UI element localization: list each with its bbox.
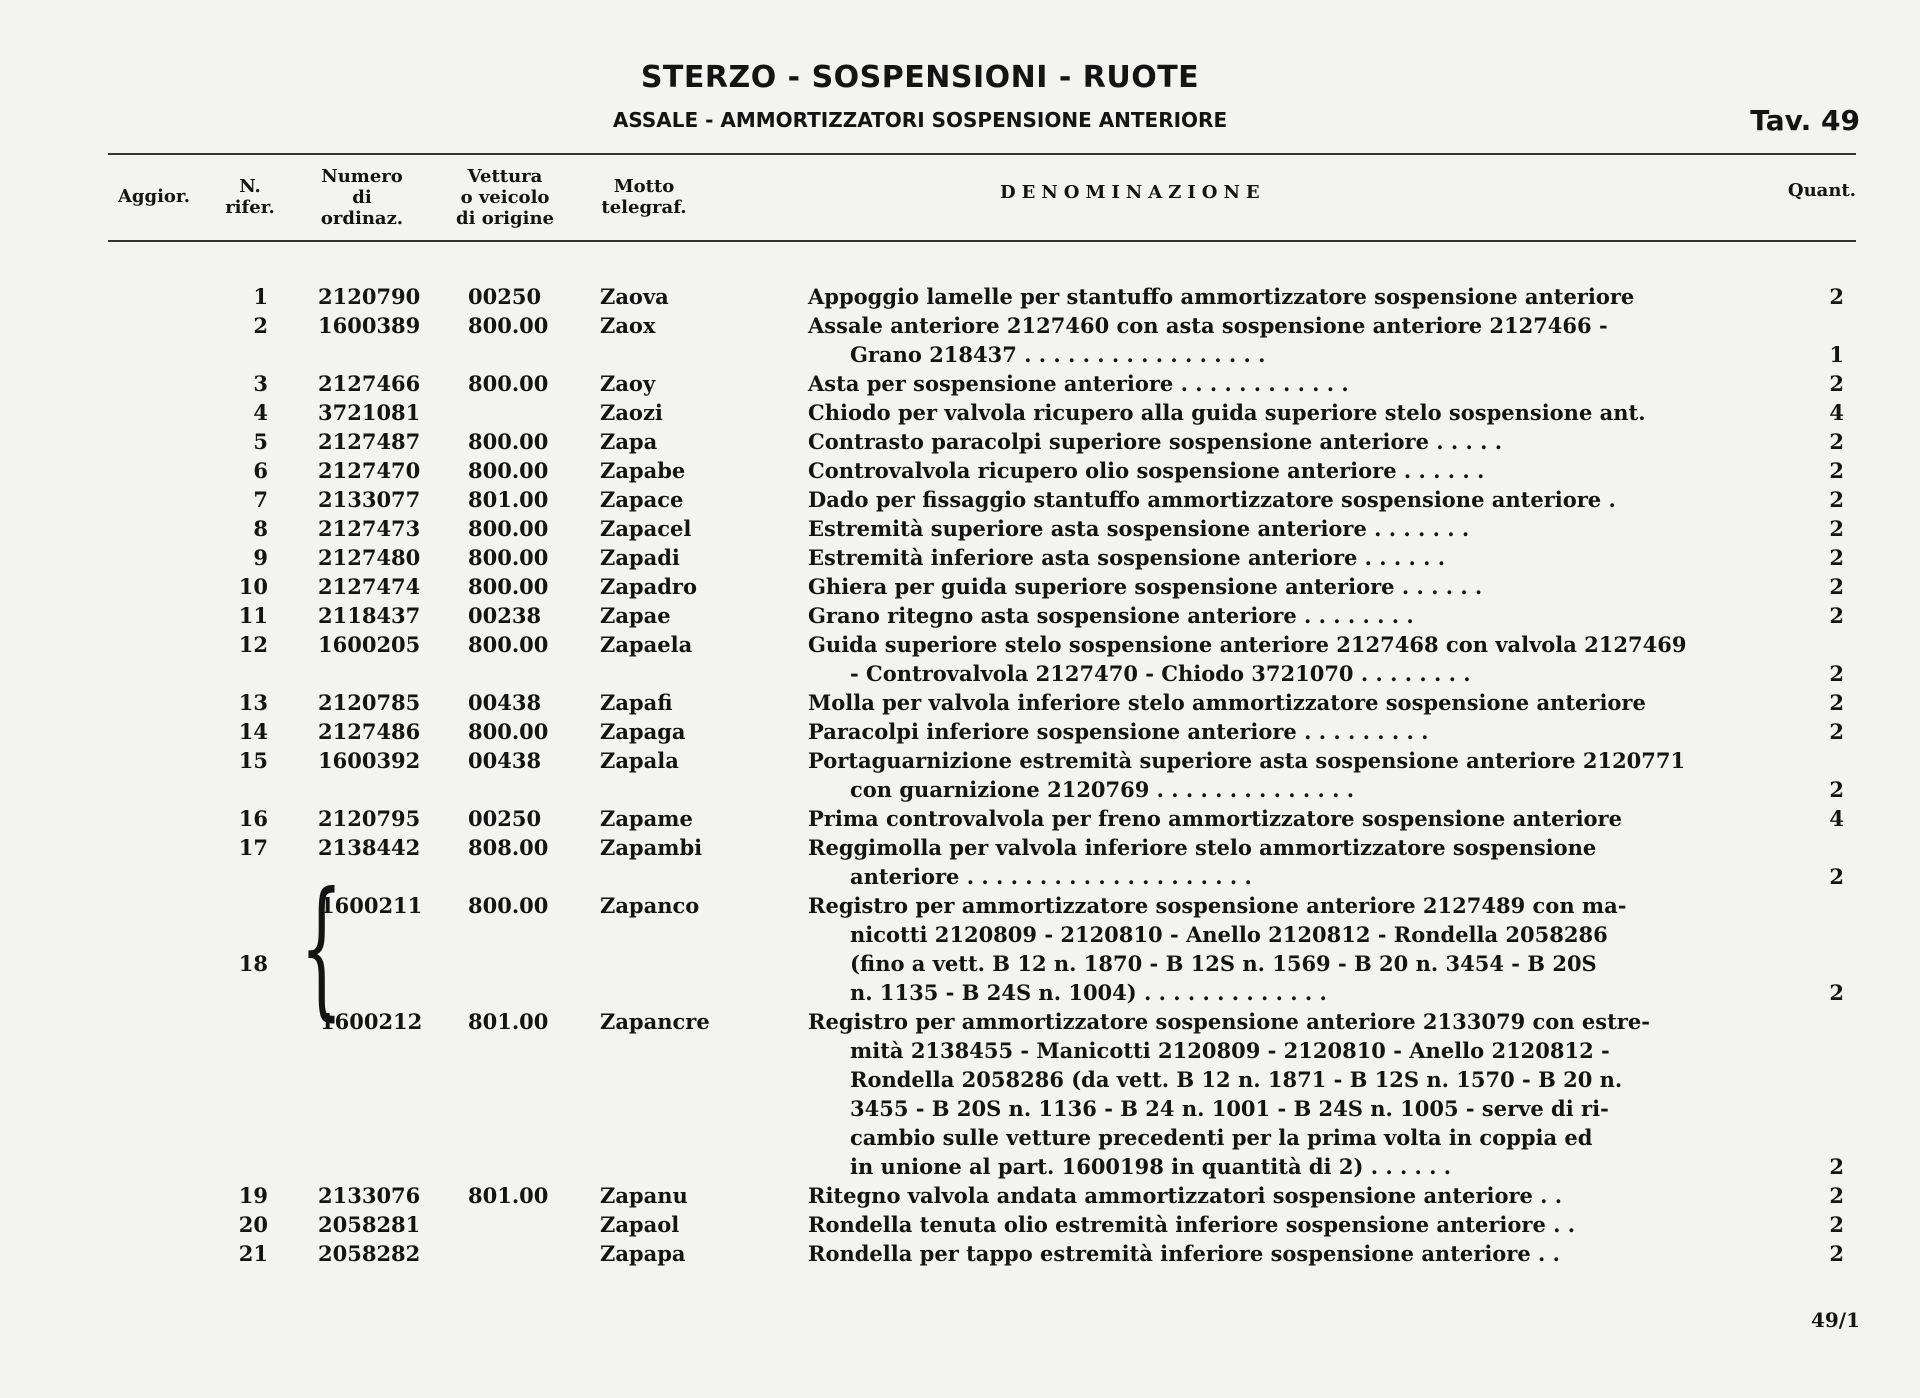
vehicle-origin: 00250 (468, 806, 542, 831)
description: Estremità superiore asta sospensione anteriore . . . . . . . (808, 516, 1470, 541)
telegraph-code: Zapadro (600, 574, 697, 599)
vehicle-origin: 800.00 (468, 429, 549, 454)
description: nicotti 2120809 - 2120810 - Anello 2120812 - Rondella 2058286 (850, 922, 1608, 947)
table-row (0, 630, 1920, 659)
ref-number: 1 (253, 284, 268, 309)
description: mità 2138455 - Manicotti 2120809 - 2120810 - Anello 2120812 - (850, 1038, 1610, 1063)
col-header-nrifer (210, 176, 290, 218)
description: Chiodo per valvola ricupero alla guida superiore stelo sospensione ant. (808, 400, 1646, 425)
table-row (0, 485, 1920, 514)
description: 3455 - B 20S n. 1136 - B 24 n. 1001 - B 24S n. 1005 - serve di ri- (850, 1096, 1609, 1121)
vehicle-origin: 00438 (468, 748, 542, 773)
table-row (0, 804, 1920, 833)
ref-number: 4 (253, 400, 268, 425)
table-row (0, 456, 1920, 485)
ref-number: 21 (238, 1241, 268, 1266)
col-header-numero (302, 166, 422, 229)
telegraph-code: Zaox (600, 313, 656, 338)
col-header-vettura (440, 166, 570, 229)
description: Ghiera per guida superiore sospensione anteriore . . . . . . (808, 574, 1483, 599)
telegraph-code: Zapadi (600, 545, 680, 570)
order-number: 2127466 (318, 371, 421, 396)
quantity: 2 (1829, 980, 1844, 1005)
description: - Controvalvola 2127470 - Chiodo 3721070 . . . . . . . . (850, 661, 1471, 686)
table-row (0, 1152, 1920, 1181)
quantity: 2 (1829, 371, 1844, 396)
ref-number: 8 (253, 516, 268, 541)
description: Contrasto paracolpi superiore sospensione anteriore . . . . . (808, 429, 1503, 454)
table-row (0, 340, 1920, 369)
description: (fino a vett. B 12 n. 1870 - B 12S n. 1569 - B 20 n. 3454 - B 20S (850, 951, 1597, 976)
col-header-numero-line3: ordinaz. (320, 208, 404, 229)
description: Registro per ammortizzatore sospensione anteriore 2127489 con ma- (808, 893, 1627, 918)
description: in unione al part. 1600198 in quantità di 2) . . . . . . (850, 1154, 1452, 1179)
description: Prima controvalvola per freno ammortizzatore sospensione anteriore (808, 806, 1622, 831)
quantity: 2 (1829, 777, 1844, 802)
table-row (0, 717, 1920, 746)
ref-number: 3 (253, 371, 268, 396)
telegraph-code: Zaoy (600, 371, 656, 396)
quantity: 2 (1829, 545, 1844, 570)
description: Registro per ammortizzatore sospensione anteriore 2133079 con estre- (808, 1009, 1650, 1034)
header-rule-bottom (108, 240, 1856, 242)
telegraph-code: Zapanco (600, 893, 700, 918)
col-header-numero-line1: Numero (321, 166, 403, 187)
table-row (0, 688, 1920, 717)
telegraph-code: Zaova (600, 284, 669, 309)
description: Molla per valvola inferiore stelo ammortizzatore sospensione anteriore (808, 690, 1646, 715)
col-header-aggior-label: Aggior. (117, 186, 191, 207)
quantity: 2 (1829, 690, 1844, 715)
ref-number: 18 (238, 951, 268, 976)
vehicle-origin: 800.00 (468, 632, 549, 657)
table-row (0, 1065, 1920, 1094)
quantity: 4 (1829, 400, 1844, 425)
vehicle-origin: 800.00 (468, 516, 549, 541)
quantity: 2 (1829, 864, 1844, 889)
ref-number: 11 (238, 603, 268, 628)
telegraph-code: Zapapa (600, 1241, 686, 1266)
description: Guida superiore stelo sospensione anteriore 2127468 con valvola 2127469 (808, 632, 1687, 657)
telegraph-code: Zapala (600, 748, 679, 773)
order-number: 2127470 (318, 458, 421, 483)
table-row (0, 369, 1920, 398)
ref-number: 20 (238, 1212, 268, 1237)
telegraph-code: Zapanu (600, 1183, 688, 1208)
order-number: 2120795 (318, 806, 421, 831)
description: Asta per sospensione anteriore . . . . . . . . . . . . (808, 371, 1349, 396)
quantity: 4 (1829, 806, 1844, 831)
table-row (0, 920, 1920, 949)
page-subtitle: ASSALE - AMMORTIZZATORI SOSPENSIONE ANTERIORE (612, 108, 1228, 132)
table-row (0, 862, 1920, 891)
description: Appoggio lamelle per stantuffo ammortizzatore sospensione anteriore (808, 284, 1635, 309)
telegraph-code: Zapabe (600, 458, 686, 483)
quantity: 2 (1829, 1212, 1844, 1237)
col-header-numero-line2: di (352, 187, 372, 208)
quantity: 2 (1829, 574, 1844, 599)
vehicle-origin: 801.00 (468, 1009, 549, 1034)
description: cambio sulle vetture precedenti per la prima volta in coppia ed (850, 1125, 1593, 1150)
telegraph-code: Zapae (600, 603, 671, 628)
order-number: 1600211 (320, 893, 423, 918)
quantity: 2 (1829, 1241, 1844, 1266)
quantity: 2 (1829, 458, 1844, 483)
vehicle-origin: 800.00 (468, 313, 549, 338)
description: con guarnizione 2120769 . . . . . . . . . . . . . . (850, 777, 1355, 802)
description: Reggimolla per valvola inferiore stelo ammortizzatore sospensione (808, 835, 1597, 860)
telegraph-code: Zapame (600, 806, 693, 831)
table-row (0, 543, 1920, 572)
table-row (0, 1239, 1920, 1268)
order-number: 1600212 (320, 1009, 423, 1034)
page-number: 49/1 (1810, 1308, 1860, 1332)
table-row (0, 949, 1920, 978)
vehicle-origin: 808.00 (468, 835, 549, 860)
description: Assale anteriore 2127460 con asta sospensione anteriore 2127466 - (808, 313, 1608, 338)
description: Dado per fissaggio stantuffo ammortizzatore sospensione anteriore . (808, 487, 1616, 512)
vehicle-origin: 800.00 (468, 893, 549, 918)
ref-number: 2 (253, 313, 268, 338)
table-row (0, 1094, 1920, 1123)
telegraph-code: Zapaela (600, 632, 693, 657)
order-number: 2127474 (318, 574, 421, 599)
vehicle-origin: 00250 (468, 284, 542, 309)
col-header-vettura-line3: di origine (456, 208, 554, 229)
description: Controvalvola ricupero olio sospensione anteriore . . . . . . (808, 458, 1485, 483)
vehicle-origin: 800.00 (468, 371, 549, 396)
ref-number: 17 (238, 835, 268, 860)
quantity: 2 (1829, 487, 1844, 512)
telegraph-code: Zapancre (600, 1009, 710, 1034)
order-number: 2138442 (318, 835, 421, 860)
quantity: 2 (1829, 1154, 1844, 1179)
vehicle-origin: 801.00 (468, 1183, 549, 1208)
table-row (0, 1036, 1920, 1065)
col-header-denominazione: DENOMINAZIONE (1000, 182, 1266, 203)
telegraph-code: Zapambi (600, 835, 703, 860)
col-header-motto-line2: telegraf. (601, 197, 687, 218)
order-number: 2127473 (318, 516, 421, 541)
table-row (0, 1123, 1920, 1152)
vehicle-origin: 800.00 (468, 545, 549, 570)
table-row (0, 659, 1920, 688)
quantity: 2 (1829, 1183, 1844, 1208)
description: Grano ritegno asta sospensione anteriore . . . . . . . . (808, 603, 1414, 628)
order-number: 2058282 (318, 1241, 421, 1266)
ref-number: 5 (253, 429, 268, 454)
telegraph-code: Zapaga (600, 719, 686, 744)
col-header-quant: Quant. (1787, 180, 1856, 201)
order-number: 2058281 (318, 1212, 421, 1237)
telegraph-code: Zapafi (600, 690, 673, 715)
table-row (0, 978, 1920, 1007)
description: Rondella per tappo estremità inferiore sospensione anteriore . . (808, 1241, 1560, 1266)
description: n. 1135 - B 24S n. 1004) . . . . . . . . . . . . . (850, 980, 1327, 1005)
description: anteriore . . . . . . . . . . . . . . . . . . . . (850, 864, 1252, 889)
ref-number: 12 (238, 632, 268, 657)
description: Rondella 2058286 (da vett. B 12 n. 1871 - B 12S n. 1570 - B 20 n. (850, 1067, 1623, 1092)
order-number: 1600389 (318, 313, 421, 338)
col-header-motto-line1: Motto (613, 176, 675, 197)
order-number: 1600205 (318, 632, 421, 657)
parts-table (0, 282, 1920, 1268)
ref-number: 14 (238, 719, 268, 744)
ref-number: 19 (238, 1183, 268, 1208)
telegraph-code: Zaozi (600, 400, 663, 425)
ref-number: 7 (253, 487, 268, 512)
order-number: 2120785 (318, 690, 421, 715)
table-row (0, 1210, 1920, 1239)
vehicle-origin: 800.00 (468, 719, 549, 744)
ref-number: 9 (253, 545, 268, 570)
table-row (0, 746, 1920, 775)
quantity: 1 (1829, 342, 1844, 367)
description: Paracolpi inferiore sospensione anteriore . . . . . . . . . (808, 719, 1429, 744)
ref-number: 6 (253, 458, 268, 483)
order-number: 2127487 (318, 429, 421, 454)
ref-number: 13 (238, 690, 268, 715)
order-number: 1600392 (318, 748, 421, 773)
col-header-nrifer-line1: N. (239, 176, 261, 197)
col-header-vettura-line2: o veicolo (460, 187, 550, 208)
quantity: 2 (1829, 719, 1844, 744)
ref-number: 10 (238, 574, 268, 599)
quantity: 2 (1829, 603, 1844, 628)
table-row (0, 775, 1920, 804)
col-header-nrifer-line2: rifer. (225, 197, 275, 218)
telegraph-code: Zapace (600, 487, 684, 512)
table-row (0, 282, 1920, 311)
telegraph-code: Zapacel (600, 516, 692, 541)
order-number: 3721081 (318, 400, 421, 425)
vehicle-origin: 00238 (468, 603, 542, 628)
table-row (0, 427, 1920, 456)
table-row (0, 601, 1920, 630)
table-row (0, 891, 1920, 920)
table-row (0, 311, 1920, 340)
col-header-aggior (104, 186, 204, 207)
group-brace: { (300, 861, 343, 1035)
col-header-vettura-line1: Vettura (467, 166, 543, 187)
table-row (0, 514, 1920, 543)
table-row (0, 572, 1920, 601)
ref-number: 15 (238, 748, 268, 773)
order-number: 2120790 (318, 284, 421, 309)
page-title: STERZO - SOSPENSIONI - RUOTE (640, 60, 1200, 95)
vehicle-origin: 800.00 (468, 574, 549, 599)
telegraph-code: Zapa (600, 429, 658, 454)
order-number: 2133076 (318, 1183, 421, 1208)
description: Rondella tenuta olio estremità inferiore sospensione anteriore . . (808, 1212, 1576, 1237)
col-header-motto (584, 176, 704, 218)
table-row (0, 398, 1920, 427)
vehicle-origin: 00438 (468, 690, 542, 715)
table-row (0, 833, 1920, 862)
telegraph-code: Zapaol (600, 1212, 680, 1237)
description: Portaguarnizione estremità superiore asta sospensione anteriore 2120771 (808, 748, 1686, 773)
quantity: 2 (1829, 284, 1844, 309)
order-number: 2127486 (318, 719, 421, 744)
description: Estremità inferiore asta sospensione anteriore . . . . . . (808, 545, 1446, 570)
quantity: 2 (1829, 429, 1844, 454)
vehicle-origin: 801.00 (468, 487, 549, 512)
order-number: 2118437 (318, 603, 421, 628)
ref-number: 16 (238, 806, 268, 831)
description: Ritegno valvola andata ammortizzatori sospensione anteriore . . (808, 1183, 1563, 1208)
order-number: 2127480 (318, 545, 421, 570)
vehicle-origin: 800.00 (468, 458, 549, 483)
table-row (0, 1181, 1920, 1210)
quantity: 2 (1829, 661, 1844, 686)
table-row (0, 1007, 1920, 1036)
order-number: 2133077 (318, 487, 421, 512)
header-rule-top (108, 153, 1856, 155)
table-label: Tav. 49 (1750, 104, 1860, 137)
description: Grano 218437 . . . . . . . . . . . . . . . . . (850, 342, 1266, 367)
quantity: 2 (1829, 516, 1844, 541)
